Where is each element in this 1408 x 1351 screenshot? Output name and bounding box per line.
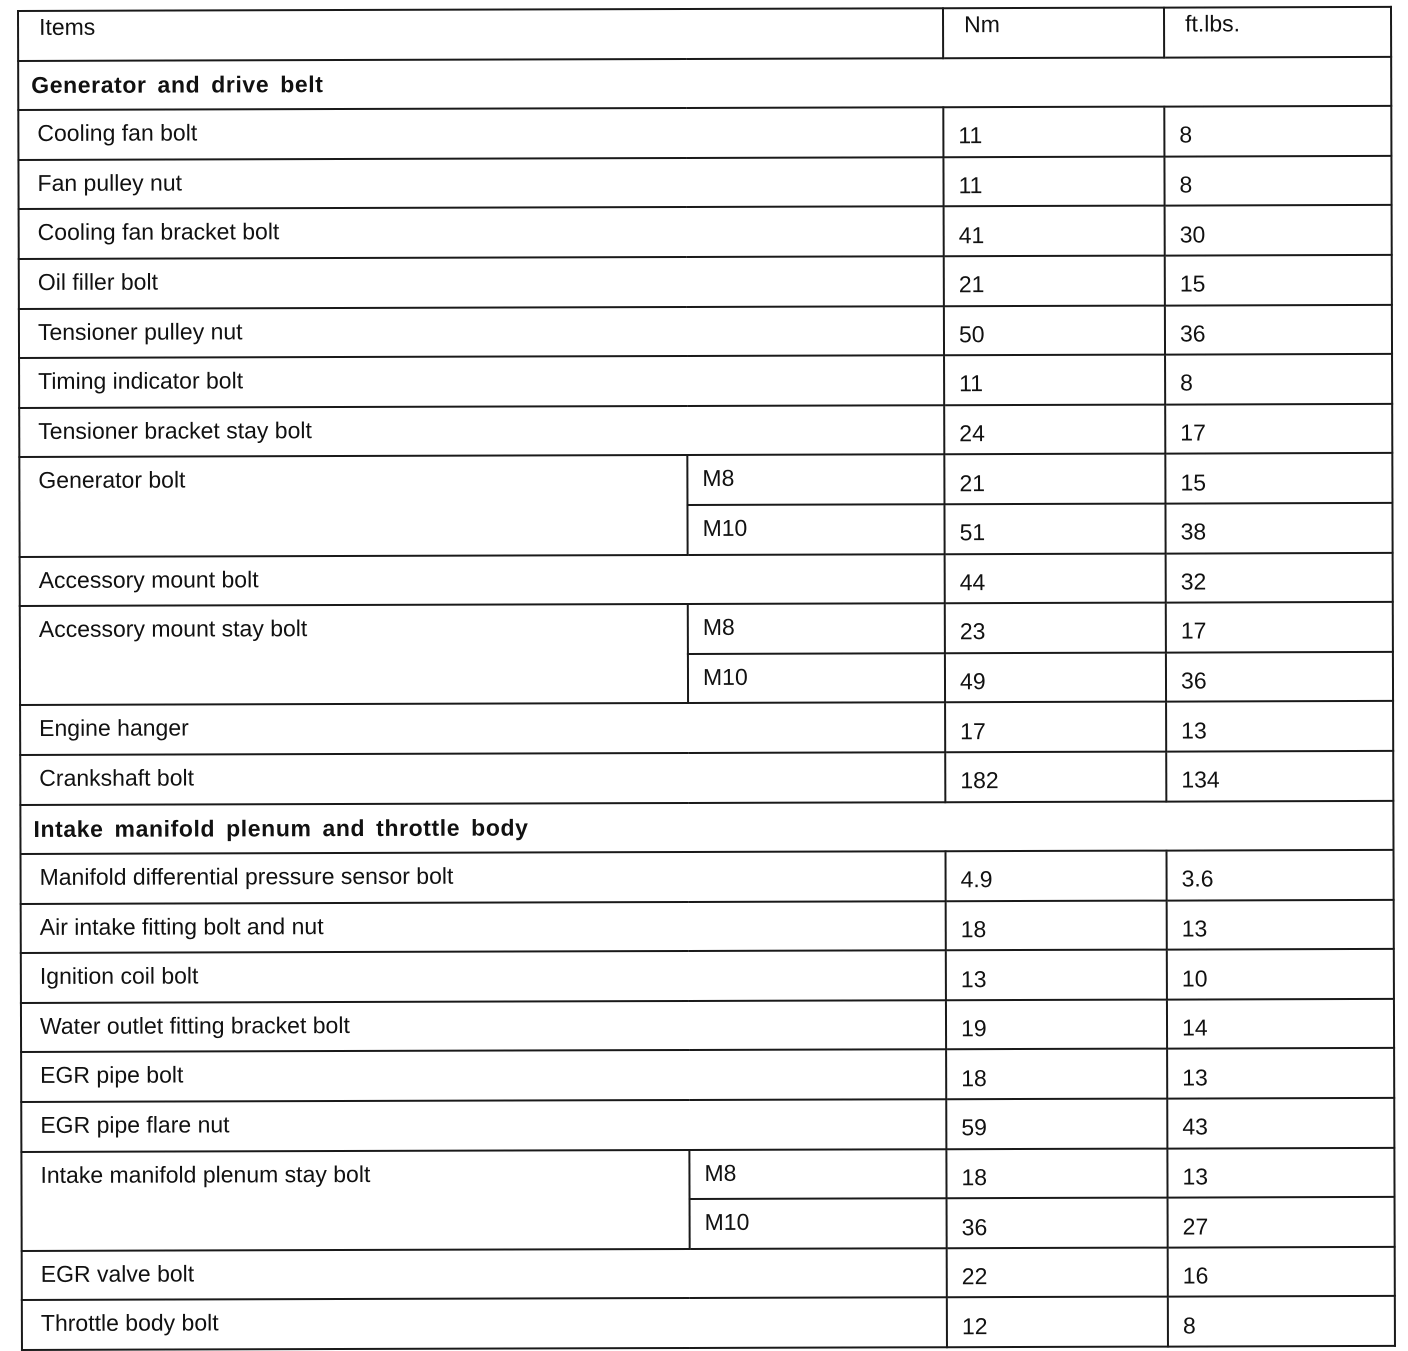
item-name: Manifold differential pressure sensor bolt (21, 851, 946, 903)
item-name: Cooling fan bracket bolt (19, 207, 944, 259)
torque-nm: 11 (943, 156, 1164, 206)
torque-nm: 18 (946, 900, 1167, 950)
torque-ftlbs: 17 (1166, 602, 1393, 652)
torque-ftlbs: 36 (1165, 304, 1392, 354)
item-name: Throttle body bolt (22, 1298, 947, 1350)
torque-ftlbs: 15 (1165, 255, 1392, 305)
item-name: Cooling fan bolt (18, 107, 943, 159)
table-row (21, 900, 1394, 954)
torque-ftlbs: 13 (1167, 1048, 1394, 1098)
table-row (20, 602, 1393, 656)
torque-nm: 50 (944, 305, 1165, 355)
torque-nm: 13 (946, 950, 1167, 1000)
torque-ftlbs: 13 (1166, 701, 1393, 751)
item-name: EGR pipe flare nut (21, 1099, 946, 1151)
torque-ftlbs: 10 (1167, 949, 1394, 999)
torque-ftlbs: 38 (1165, 503, 1392, 553)
torque-ftlbs: 8 (1164, 156, 1391, 206)
header-items: Items (18, 8, 943, 60)
table-row (21, 949, 1394, 1003)
table-row (19, 205, 1392, 259)
torque-spec-table (17, 6, 1396, 1351)
table-row (21, 850, 1394, 904)
torque-nm: 21 (944, 454, 1165, 504)
item-name: Generator bolt (19, 455, 687, 556)
header-nm: Nm (943, 8, 1164, 58)
torque-spec-body (18, 7, 1395, 1350)
torque-ftlbs: 134 (1166, 751, 1393, 801)
torque-nm: 12 (947, 1297, 1168, 1347)
bolt-size: M10 (690, 1198, 947, 1248)
header-row (18, 7, 1391, 61)
table-row (22, 1296, 1395, 1350)
table-row (20, 751, 1393, 805)
torque-nm: 18 (946, 1049, 1167, 1099)
torque-nm: 41 (944, 206, 1165, 256)
torque-ftlbs: 30 (1165, 205, 1392, 255)
torque-nm: 49 (945, 652, 1166, 702)
section-title: Intake manifold plenum and throttle body (20, 800, 1393, 854)
table-row (19, 304, 1392, 358)
torque-nm: 36 (947, 1198, 1168, 1248)
torque-ftlbs: 13 (1167, 1148, 1394, 1198)
bolt-size: M10 (687, 504, 944, 554)
torque-nm: 23 (945, 603, 1166, 653)
bolt-size: M8 (689, 1149, 946, 1199)
section-heading-row (20, 800, 1393, 854)
table-row (18, 106, 1391, 160)
bolt-size: M8 (687, 455, 944, 505)
item-name: EGR pipe bolt (21, 1050, 946, 1102)
torque-nm: 17 (945, 702, 1166, 752)
table-row (21, 1148, 1394, 1202)
torque-nm: 11 (944, 355, 1165, 405)
torque-ftlbs: 15 (1165, 453, 1392, 503)
item-name: Intake manifold plenum stay bolt (21, 1150, 689, 1251)
torque-nm: 24 (944, 404, 1165, 454)
table-row (21, 1098, 1394, 1152)
table-row (18, 156, 1391, 210)
bolt-size: M10 (688, 653, 945, 703)
torque-ftlbs: 8 (1164, 106, 1391, 156)
item-name: EGR valve bolt (22, 1248, 947, 1300)
torque-nm: 44 (945, 553, 1166, 603)
table-row (21, 1048, 1394, 1102)
torque-ftlbs: 27 (1168, 1197, 1395, 1247)
torque-nm: 182 (945, 751, 1166, 801)
item-name: Accessory mount stay bolt (20, 604, 688, 705)
torque-ftlbs: 32 (1166, 552, 1393, 602)
header-ftlbs: ft.lbs. (1164, 7, 1391, 57)
item-name: Oil filler bolt (19, 256, 944, 308)
torque-nm: 4.9 (946, 851, 1167, 901)
item-name: Air intake fitting bolt and nut (21, 901, 946, 953)
section-title: Generator and drive belt (18, 57, 1391, 111)
torque-ftlbs: 13 (1167, 900, 1394, 950)
torque-nm: 59 (946, 1099, 1167, 1149)
table-row (19, 404, 1392, 458)
table-row (20, 701, 1393, 755)
item-name: Tensioner bracket stay bolt (19, 405, 944, 457)
item-name: Crankshaft bolt (20, 752, 945, 804)
item-name: Ignition coil bolt (21, 951, 946, 1003)
torque-ftlbs: 43 (1167, 1098, 1394, 1148)
torque-ftlbs: 17 (1165, 404, 1392, 454)
torque-ftlbs: 16 (1168, 1247, 1395, 1297)
torque-ftlbs: 14 (1167, 999, 1394, 1049)
torque-nm: 19 (946, 999, 1167, 1049)
torque-nm: 18 (946, 1148, 1167, 1198)
torque-nm: 21 (944, 256, 1165, 306)
bolt-size: M8 (688, 603, 945, 653)
torque-ftlbs: 36 (1166, 652, 1393, 702)
table-row (19, 255, 1392, 309)
table-row (19, 453, 1392, 507)
item-name: Engine hanger (20, 703, 945, 755)
table-row (19, 354, 1392, 408)
torque-ftlbs: 8 (1165, 354, 1392, 404)
table-row (22, 1247, 1395, 1301)
torque-ftlbs: 3.6 (1167, 850, 1394, 900)
item-name: Timing indicator bolt (19, 355, 944, 407)
table-row (20, 552, 1393, 606)
torque-ftlbs: 8 (1168, 1296, 1395, 1346)
torque-nm: 22 (947, 1247, 1168, 1297)
item-name: Tensioner pulley nut (19, 306, 944, 358)
torque-nm: 11 (943, 107, 1164, 157)
section-heading-row (18, 57, 1391, 111)
table-row (21, 999, 1394, 1053)
item-name: Fan pulley nut (18, 157, 943, 209)
torque-nm: 51 (944, 504, 1165, 554)
item-name: Water outlet fitting bracket bolt (21, 1000, 946, 1052)
item-name: Accessory mount bolt (20, 554, 945, 606)
